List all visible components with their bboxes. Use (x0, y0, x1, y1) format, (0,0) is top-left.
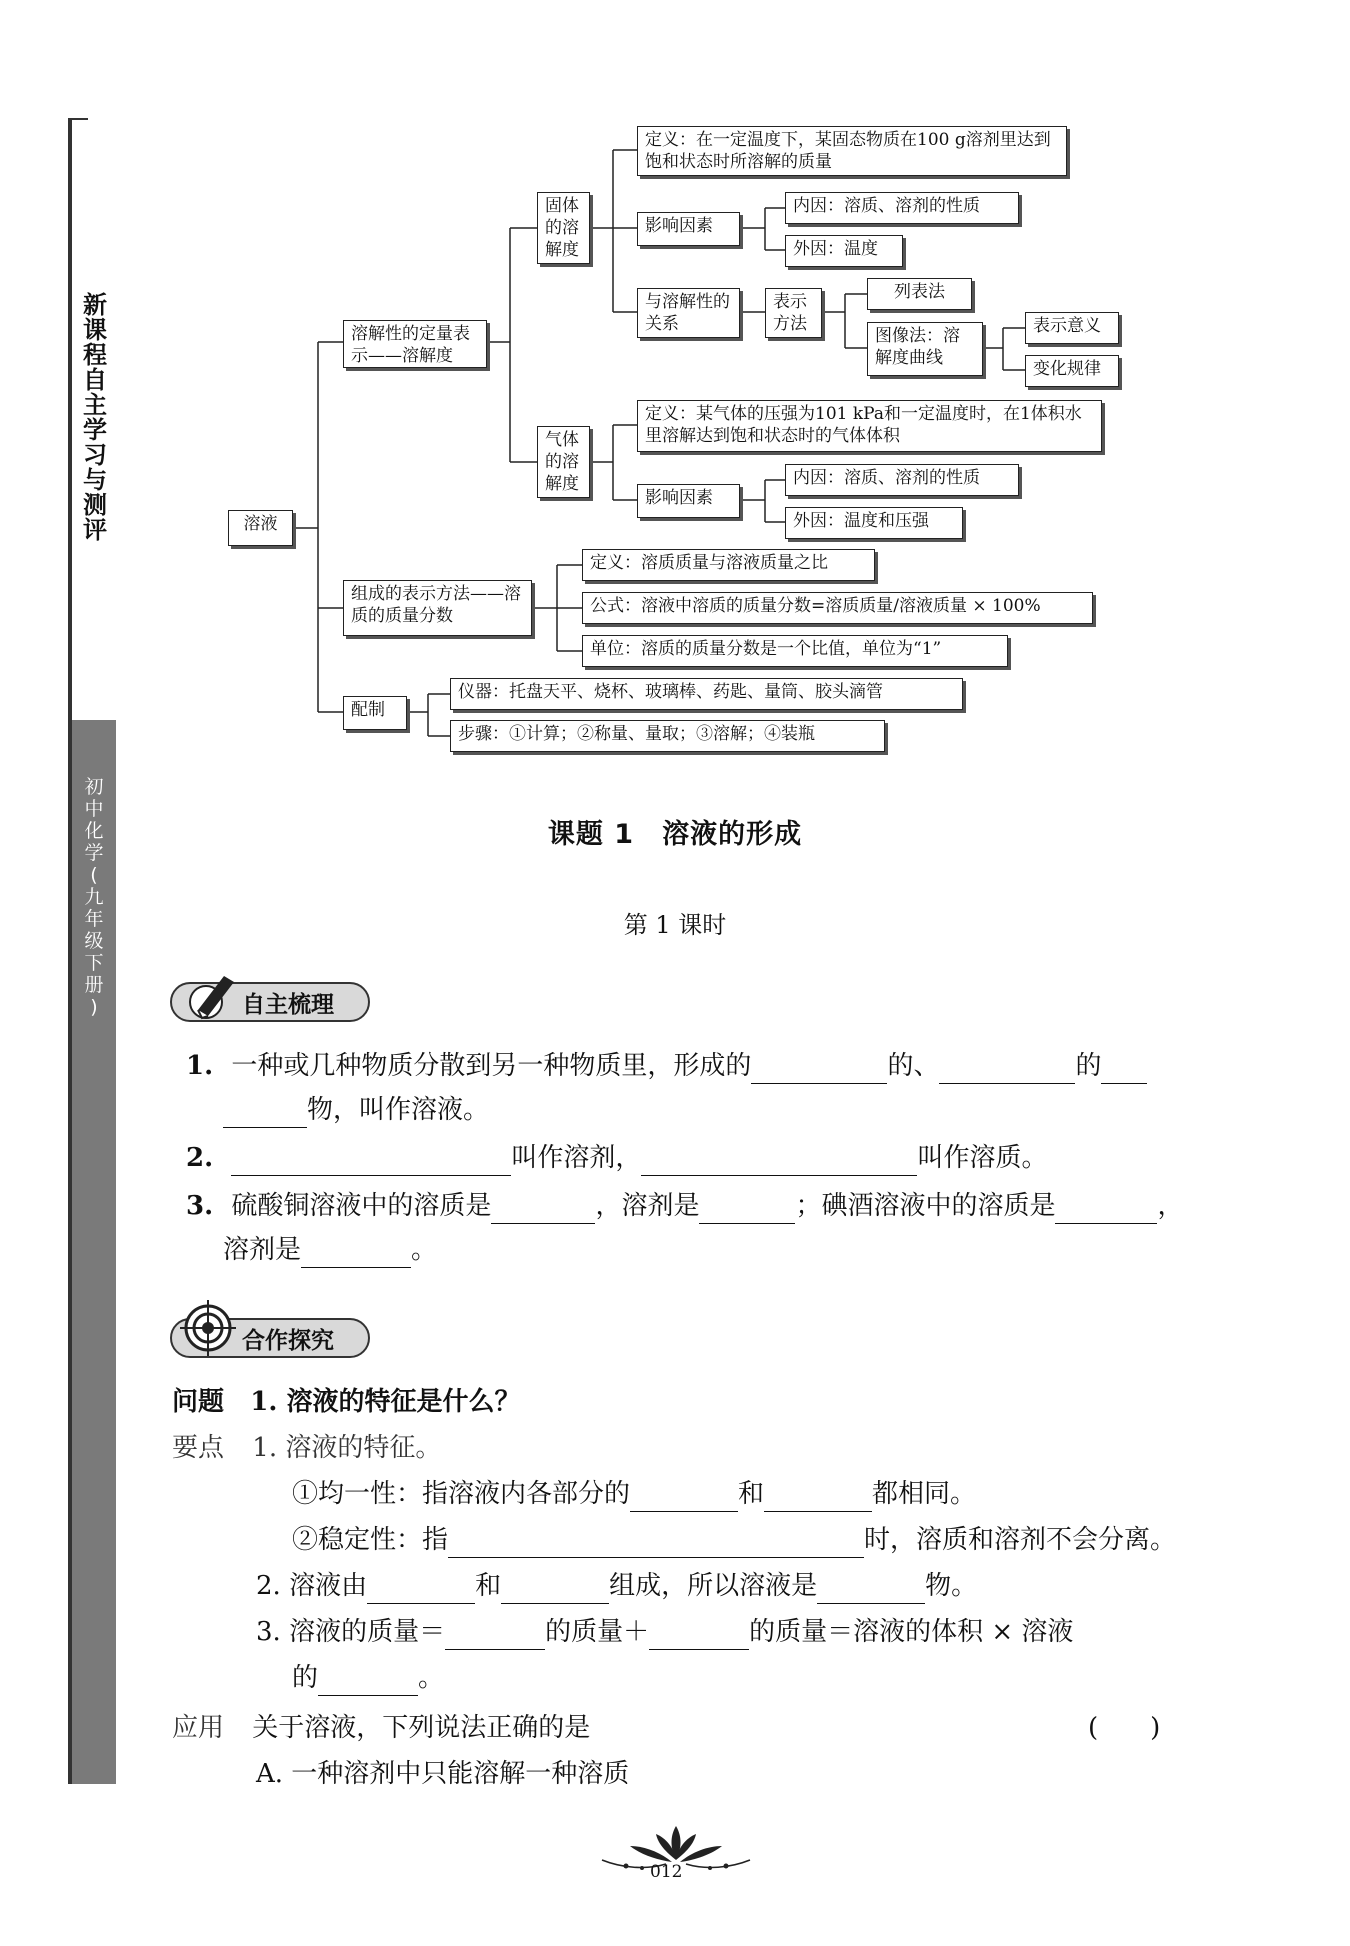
blank-2a[interactable] (231, 1145, 511, 1176)
map-express: 表示方法 (765, 288, 822, 338)
map-comp-unit: 单位：溶质的质量分数是一个比值，单位为“1” (582, 635, 1008, 667)
blank-k3-2[interactable] (649, 1619, 749, 1650)
series-title-char: 新 (83, 290, 107, 319)
series-title-char: 程 (83, 340, 107, 369)
book-title-char: ) (90, 996, 98, 1018)
blank-1a[interactable] (751, 1053, 887, 1084)
map-graph: 图像法：溶解度曲线 (867, 322, 983, 376)
map-comp-formula: 公式：溶液中溶质的质量分数=溶质质量/溶液质量 × 100% (582, 592, 1093, 624)
map-root: 溶液 (228, 510, 293, 546)
blank-k1b[interactable] (448, 1527, 864, 1558)
series-title-char: 课 (83, 315, 107, 344)
book-title-char: 初 (84, 776, 104, 798)
book-title-char: 年 (84, 908, 104, 930)
map-gas-def: 定义：某气体的压强为101 kPa和一定温度时，在1体积水里溶解达到饱和状态时的气体体积 (637, 400, 1102, 452)
blank-k3-1[interactable] (445, 1619, 545, 1650)
lesson-title: 课题 1 溶液的形成 (547, 819, 803, 850)
map-solid-internal: 内因：溶质、溶剂的性质 (785, 192, 1019, 224)
map-trend: 变化规律 (1025, 355, 1119, 387)
book-title-char: 中 (84, 798, 104, 820)
key-1a: ①均一性：指溶液内各部分的 和 都相同。 (292, 1476, 976, 1512)
map-composition: 组成的表示方法——溶质的质量分数 (343, 580, 532, 636)
section-self-study-label: 自主梳理 (242, 992, 334, 1018)
page-number: 012 (650, 1862, 683, 1882)
blank-k1a-2[interactable] (764, 1481, 872, 1512)
blank-3c[interactable] (1055, 1193, 1157, 1224)
blank-1b[interactable] (939, 1053, 1075, 1084)
option-a[interactable]: A. 一种溶剂中只能溶解一种溶质 (256, 1759, 630, 1789)
key-3-line2: 的 。 (292, 1660, 444, 1696)
book-title-char: 化 (84, 820, 104, 842)
series-title-char: 评 (83, 515, 107, 544)
book-title-char: 学 (84, 842, 104, 864)
blank-2b[interactable] (641, 1145, 917, 1176)
map-gas: 气体的溶解度 (537, 426, 590, 498)
lesson-period: 第 1 课时 (623, 911, 727, 939)
map-prep: 配制 (343, 696, 407, 730)
map-solid: 固体的溶解度 (537, 192, 590, 264)
blank-1c-cont[interactable] (223, 1097, 307, 1128)
map-meaning: 表示意义 (1025, 312, 1119, 344)
pen-icon (184, 962, 244, 1022)
key-3-line1: 3. 溶液的质量＝ 的质量＋ 的质量＝溶液的体积 × 溶液 (256, 1614, 1073, 1650)
blank-3d[interactable] (301, 1237, 411, 1268)
map-prep-tools: 仪器：托盘天平、烧杯、玻璃棒、药匙、量筒、胶头滴管 (450, 678, 963, 710)
blank-k2-1[interactable] (367, 1573, 475, 1604)
book-title-char: ( (90, 864, 98, 886)
series-title-char: 主 (83, 390, 107, 419)
question-2: 2. 叫作溶剂， 叫作溶质。 (186, 1140, 1047, 1176)
map-solubility: 溶解性的定量表示——溶解度 (343, 320, 487, 368)
blank-k3-3[interactable] (318, 1665, 418, 1696)
series-title-char: 习 (83, 440, 107, 469)
question-1-line2: 物，叫作溶液。 (223, 1092, 489, 1128)
map-gas-external: 外因：温度和压强 (785, 507, 963, 539)
series-title-char: 学 (83, 415, 107, 444)
map-solid-external: 外因：温度 (785, 235, 903, 267)
map-solid-def: 定义：在一定温度下，某固态物质在100 g溶剂里达到饱和状态时所溶解的质量 (637, 126, 1067, 176)
series-title-char: 测 (83, 490, 107, 519)
blank-1c[interactable] (1101, 1053, 1147, 1084)
map-gas-internal: 内因：溶质、溶剂的性质 (785, 464, 1019, 496)
blank-3a[interactable] (491, 1193, 595, 1224)
book-title-char: 级 (84, 930, 104, 952)
blank-k1a-1[interactable] (630, 1481, 738, 1512)
series-title-char: 与 (83, 465, 107, 494)
map-table: 列表法 (867, 278, 972, 310)
answer-paren[interactable]: ( ) (1088, 1713, 1161, 1743)
book-title-char: 下 (84, 952, 104, 974)
book-title-char: 册 (84, 974, 104, 996)
question-1-line1: 1. 一种或几种物质分散到另一种物质里，形成的 的、 的 (186, 1048, 1147, 1084)
target-icon (180, 1298, 238, 1356)
key-point-line: 要点 1. 溶液的特征。 (172, 1433, 442, 1463)
blank-k2-2[interactable] (501, 1573, 609, 1604)
blank-3b[interactable] (699, 1193, 795, 1224)
apply-line: 应用 关于溶液，下列说法正确的是 (172, 1713, 591, 1743)
map-prep-steps: 步骤：①计算；②称量、量取；③溶解；④装瓶 (450, 720, 885, 752)
key-2: 2. 溶液由 和 组成，所以溶液是 物。 (256, 1568, 977, 1604)
map-gas-factors: 影响因素 (637, 484, 740, 518)
question-3-line1: 3. 硫酸铜溶液中的溶质是 ，溶剂是 ；碘酒溶液中的溶质是 ， (186, 1188, 1183, 1224)
map-solid-factors: 影响因素 (637, 212, 740, 246)
section-cooperation-label: 合作探究 (242, 1328, 334, 1354)
question-3-line2: 溶剂是 。 (223, 1232, 437, 1268)
book-title-char: 九 (84, 886, 104, 908)
map-comp-def: 定义：溶质质量与溶液质量之比 (582, 549, 875, 581)
map-relation: 与溶解性的关系 (637, 288, 740, 338)
problem-line: 问题 1. 溶液的特征是什么？ (172, 1387, 521, 1417)
key-1b: ②稳定性：指 时，溶质和溶剂不会分离。 (292, 1522, 1176, 1558)
series-title-char: 自 (83, 365, 107, 394)
blank-k2-3[interactable] (817, 1573, 925, 1604)
